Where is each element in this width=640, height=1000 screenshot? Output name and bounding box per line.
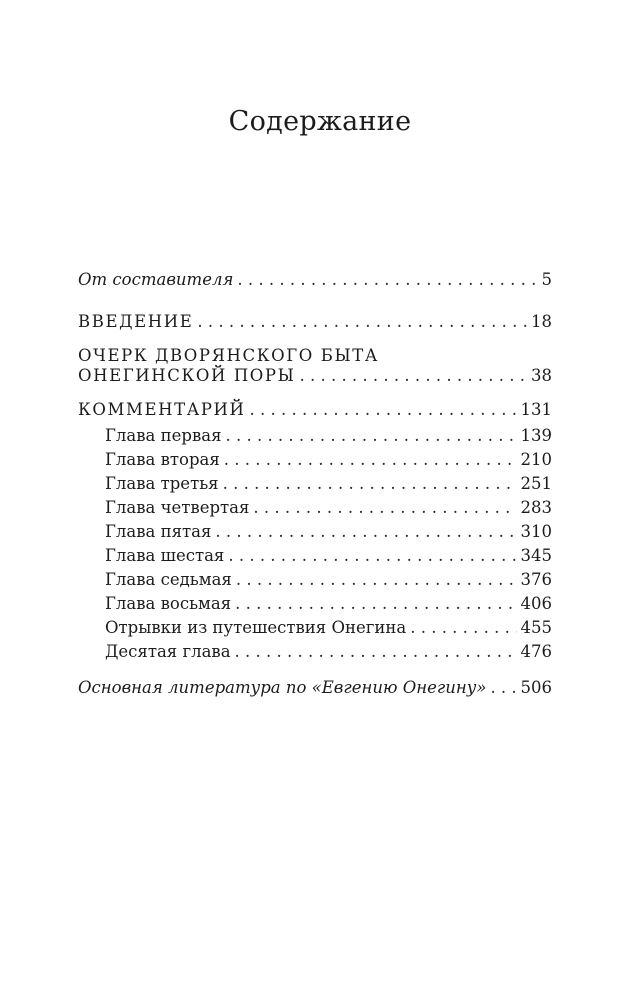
dot-leader [228, 544, 516, 568]
toc-page-number: 406 [520, 594, 552, 613]
dot-leader [235, 640, 517, 664]
toc-entry-chapter-5[interactable] [105, 520, 552, 544]
toc-entry-label: Отрывки из путешествия Онегина [105, 618, 407, 637]
dot-leader [225, 424, 516, 448]
toc-entry-chapter-4[interactable] [105, 496, 552, 520]
toc-entry-essay[interactable] [78, 364, 552, 388]
toc-entry-chapter-8[interactable] [105, 592, 552, 616]
toc-entry-introduction[interactable] [78, 310, 552, 334]
dot-leader [223, 472, 517, 496]
toc-entry-label: От составителя [78, 270, 234, 289]
toc-entry-label: ВВЕДЕНИЕ [78, 312, 194, 331]
toc-entry-journey-fragments[interactable] [105, 616, 552, 640]
toc-page-number: 251 [520, 474, 552, 493]
dot-leader [224, 448, 517, 472]
toc-entry-commentary[interactable] [78, 398, 552, 422]
dot-leader [299, 364, 527, 388]
toc-page-number: 210 [520, 450, 552, 469]
toc-entry-label: Глава пятая [105, 522, 212, 541]
dot-leader [410, 616, 516, 640]
toc-page-number: 131 [520, 400, 552, 419]
toc-entry-from-compiler[interactable] [78, 268, 552, 292]
toc-page-number: 345 [520, 546, 552, 565]
toc-entry-label: Десятая глава [105, 642, 231, 661]
toc-entry-chapter-7[interactable] [105, 568, 552, 592]
toc-page-number: 5 [541, 270, 552, 289]
dot-leader [236, 568, 517, 592]
toc-page-number: 376 [520, 570, 552, 589]
toc-page-number: 283 [520, 498, 552, 517]
toc-entry-chapter-6[interactable] [105, 544, 552, 568]
toc-entry-chapter-2[interactable] [105, 448, 552, 472]
toc-entry-label: ОНЕГИНСКОЙ ПОРЫ [78, 366, 296, 385]
dot-leader [253, 496, 516, 520]
toc-entry-label: Глава вторая [105, 450, 220, 469]
toc-entry-label-line1: ОЧЕРК ДВОРЯНСКОГО БЫТА [78, 346, 380, 365]
toc-entry-label: Основная литература по «Евгению Онегину» [78, 678, 487, 697]
toc-page-number: 18 [531, 312, 552, 331]
toc-page-number: 476 [520, 642, 552, 661]
dot-leader [197, 310, 527, 334]
dot-leader [490, 676, 516, 700]
dot-leader [215, 520, 516, 544]
toc-entry-chapter-10[interactable] [105, 640, 552, 664]
toc-entry-label: Глава шестая [105, 546, 225, 565]
toc-entry-label: Глава третья [105, 474, 219, 493]
page-title: Содержание [228, 106, 412, 137]
toc-page-number: 455 [520, 618, 552, 637]
toc-entry-label: Глава восьмая [105, 594, 232, 613]
toc-entry-label: Глава седьмая [105, 570, 232, 589]
dot-leader [235, 592, 516, 616]
dot-leader [237, 268, 537, 292]
toc-page-number: 506 [520, 678, 552, 697]
toc-entry-label: Глава первая [105, 426, 222, 445]
toc-page-number: 310 [520, 522, 552, 541]
toc-entry-bibliography[interactable] [78, 676, 552, 700]
toc-entry-label: Глава четвертая [105, 498, 250, 517]
toc-entry-label: КОММЕНТАРИЙ [78, 400, 246, 419]
dot-leader [250, 398, 517, 422]
toc-page-number: 38 [531, 366, 552, 385]
toc-page-number: 139 [520, 426, 552, 445]
toc-entry-chapter-1[interactable] [105, 424, 552, 448]
toc-entry-chapter-3[interactable] [105, 472, 552, 496]
